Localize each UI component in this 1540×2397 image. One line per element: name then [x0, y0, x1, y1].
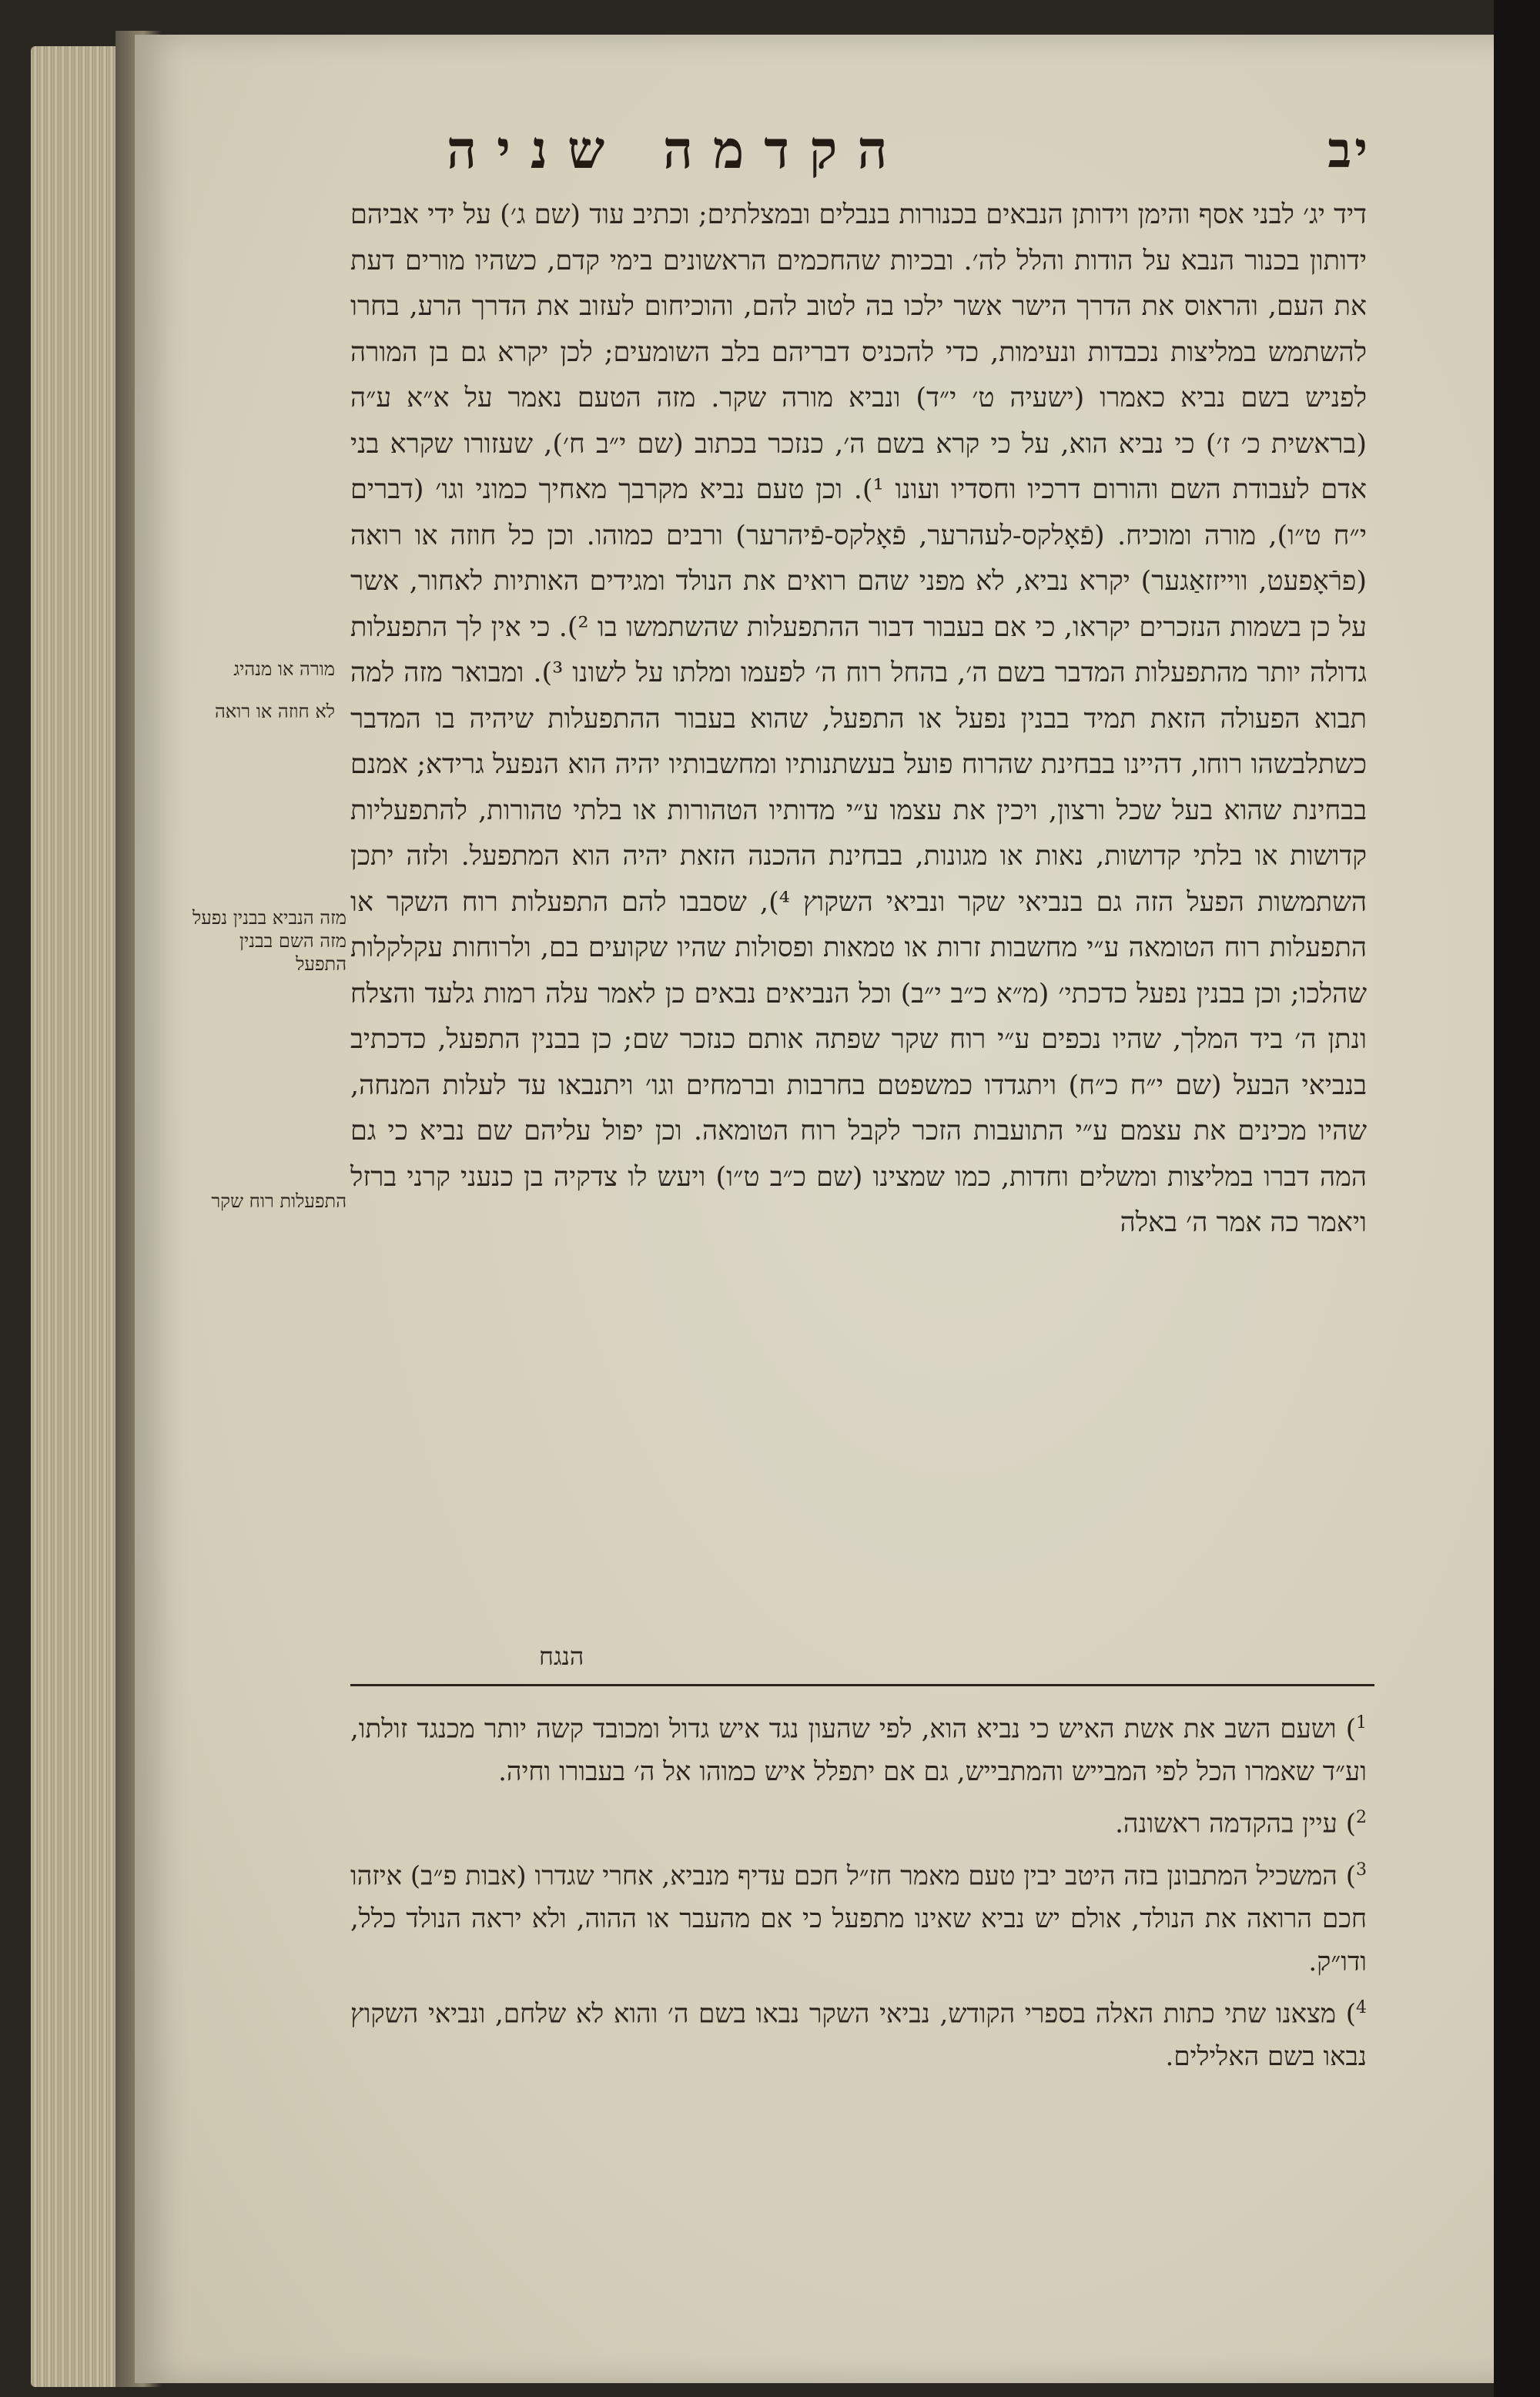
footnote: $^3$) המשכיל המתבונן בזה היטב יבין טעם מאמר חז״ל חכם עדיף מנביא, אחרי שגדרו (אבות פ״ב) איזהו חכם הרואה את הנולד, אולם יש נביא שאינו מתפעל כי אם מהעבר או ההוה, ולא יראה הנולד כלל, ודו״ק.: [350, 1860, 1368, 1977]
margin-note: התפעלות רוח שקר: [211, 1190, 346, 1212]
margin-note: מזה הנביא בבנין נפעל מזה השם בבנין התפעל: [192, 907, 346, 975]
footnote-mark: 3: [1356, 1860, 1368, 1880]
footnote-text: ושעם השב את אשת האיש כי נביא הוא, לפי שהעון נגד איש גדול ומכובד קשה יותר מכנגד זולתו, וע״ד שאמרו הכל לפי המבייש והמתבייש, גם אם יתפלל איש כמוהו אל ה׳ בעבורו וחיה.: [350, 1713, 1367, 1788]
margin-note: מורה או מנהיג: [233, 658, 335, 680]
background-edge: [1494, 0, 1540, 2397]
body-paragraph: דיד יג׳ לבני אסף והימן וידותן הנבאים בכנורות בנבלים ובמצלתים; וכתיב עוד (שם ג׳) על ידי אביהם ידותון בכנור הנבא על הודות והלל לה׳. ובכיות שהחכמים הראשונים בימי קדם, כשהיו מורים דעת את העם, והראוס את הדרך הישר אשר ילכו בה לטוב להם, והוכיחום לעזוב את הדרך הרע, בחרו להשתמש במליצות נכבדות ונעימות, כדי להכניס דבריהם בלב השומעים; לכן יקרא גם בן המורה לפניש בשם נביא כאמרו (ישעיה ט׳ י״ד) ונביא מורה שקר. מזה הטעם נאמר על א״א ע״ה (בראשית כ׳ ז׳) כי נביא הוא, על כי קרא בשם ה׳, כנזכר בכתוב (שם י״ב ח׳), שעזורו שקרא בני אדם לעבודת השם והורום דרכיו וחסדיו ועונו ¹). וכן טעם נביא מקרבך מאחיך כמוני וגו׳ (דברים י״ח ט״ו), מורה ומוכיח. (פֿאָלקס-לעהרער, פֿאָלקס-פֿיהרער) ורבים כמוהו. וכן כל חוזה או רואה (פרֿאָפעט, ווייזזאַגער) יקרא נביא, לא מפני שהם רואים את הנולד ומגידים האותיות לאחור, אשר על כן בשמות הנזכרים יקראו, כי אם בעבור דבור ההתפעלות שהשתמשו בו ²). כי אין לך התפעלות גדולה יותר מהתפעלות המדבר בשם ה׳, בהחל רוח ה׳ לפעמו ומלתו על לשונו ³). ומבואר מזה למה תבוא הפעולה הזאת תמיד בבנין נפעל או התפעל, שהוא בעבור ההתפעלות שיהיה בו המדבר כשתלבשהו רוחו, דהיינו בבחינת שהרוח פועל בעשתנותיו ומחשבותיו יהיה הוא הנפעל גרידא; אמנם בבחינת שהוא בעל שכל ורצון, ויכין את עצמו ע״י מדותיו הטהורות או בלתי טהורות, להתפעליות קדושות או בלתי קדושות, נאות או מגונות, בבחינת ההכנה הזאת יהיה הוא המתפעל. ולזה יתכן השתמשות הפעל הזה גם בנביאי שקר ונביאי השקוץ ⁴), שסבבו להם התפעלות רוח השקר או התפעלות רוח הטומאה ע״י מחשבות זרות או טמאות ופסולות שהיו שקועים בם, ולרוחות עקלקלות שהלכו; וכן בבנין נפעל כדכתי׳ (מ״א כ״ב י״ב) וכל הנביאים נבאים כן לאמר עלה רמות גלעד והצלח ונתן ה׳ ביד המלך, שהיו נכפים ע״י רוח שקר שפתה אותם כנזכר שם; כן בבנין התפעל, כדכתיב בנביאי הבעל (שם י״ח כ״ח) ויתגדדו כמשפטם בחרבות וברמחים וגו׳ ויתנבאו עד לעלות המנחה, שהיו מכינים את עצמם ע״י התועבות הזכר לקבל רוח הטומאה. וכן יפול עליהם שם נביא כי גם המה דברו במליצות ומשלים וחדות, כמו שמצינו (שם כ״ב ט״ו) ויעש לו צדקיה בן כנעני קרני ברזל ויאמר כה אמר ה׳ באלה: [350, 199, 1368, 1238]
footnote-text: מצאנו שתי כתות האלה בספרי הקודש, נביאי השקר נבאו בשם ה׳ והוא לא שלחם, ונביאי השקוץ נבאו בשם האלילים.: [350, 1998, 1367, 2073]
footnote-mark: 4: [1356, 1997, 1367, 2017]
footnote: $^2$) עיין בהקדמה ראשונה.: [1115, 1808, 1367, 1840]
margin-note: לא חוזה או רואה: [214, 701, 335, 722]
main-text: [350, 192, 1367, 1663]
footnote-mark: 1: [1356, 1713, 1367, 1732]
page-number: יב: [1327, 121, 1371, 179]
footnote: $^4$) מצאנו שתי כתות האלה בספרי הקודש, נביאי השקר נבאו בשם ה׳ והוא לא שלחם, ונביאי השקוץ נבאו בשם האלילים.: [350, 1997, 1367, 2073]
footnote: $^1$) ושעם השב את אשת האיש כי נביא הוא, לפי שהעון נגד איש גדול ומכובד קשה יותר מכנגד זולתו, וע״ד שאמרו הכל לפי המבייש והמתבייש, גם אם יתפלל איש כמוהו אל ה׳ בעבורו וחיה.: [350, 1713, 1367, 1788]
running-title: הקדמה שניה: [447, 119, 908, 181]
footnote-text: עיין בהקדמה ראשונה.: [1115, 1808, 1337, 1840]
page-header: [323, 115, 1371, 185]
footnotes: [350, 1702, 1367, 2133]
catchword: הנגח: [539, 1642, 584, 1671]
footnote-text: המשכיל המתבונן בזה היטב יבין טעם מאמר חז״ל חכם עדיף מנביא, אחרי שגדרו (אבות פ״ב) איזהו חכם הרואה את הנולד, אולם יש נביא שאינו מתפעל כי אם מהעבר או ההוה, ולא יראה הנולד כלל, ודו״ק.: [350, 1860, 1367, 1977]
footnote-divider: [350, 1684, 1374, 1686]
footnote-mark: 2: [1356, 1808, 1367, 1828]
